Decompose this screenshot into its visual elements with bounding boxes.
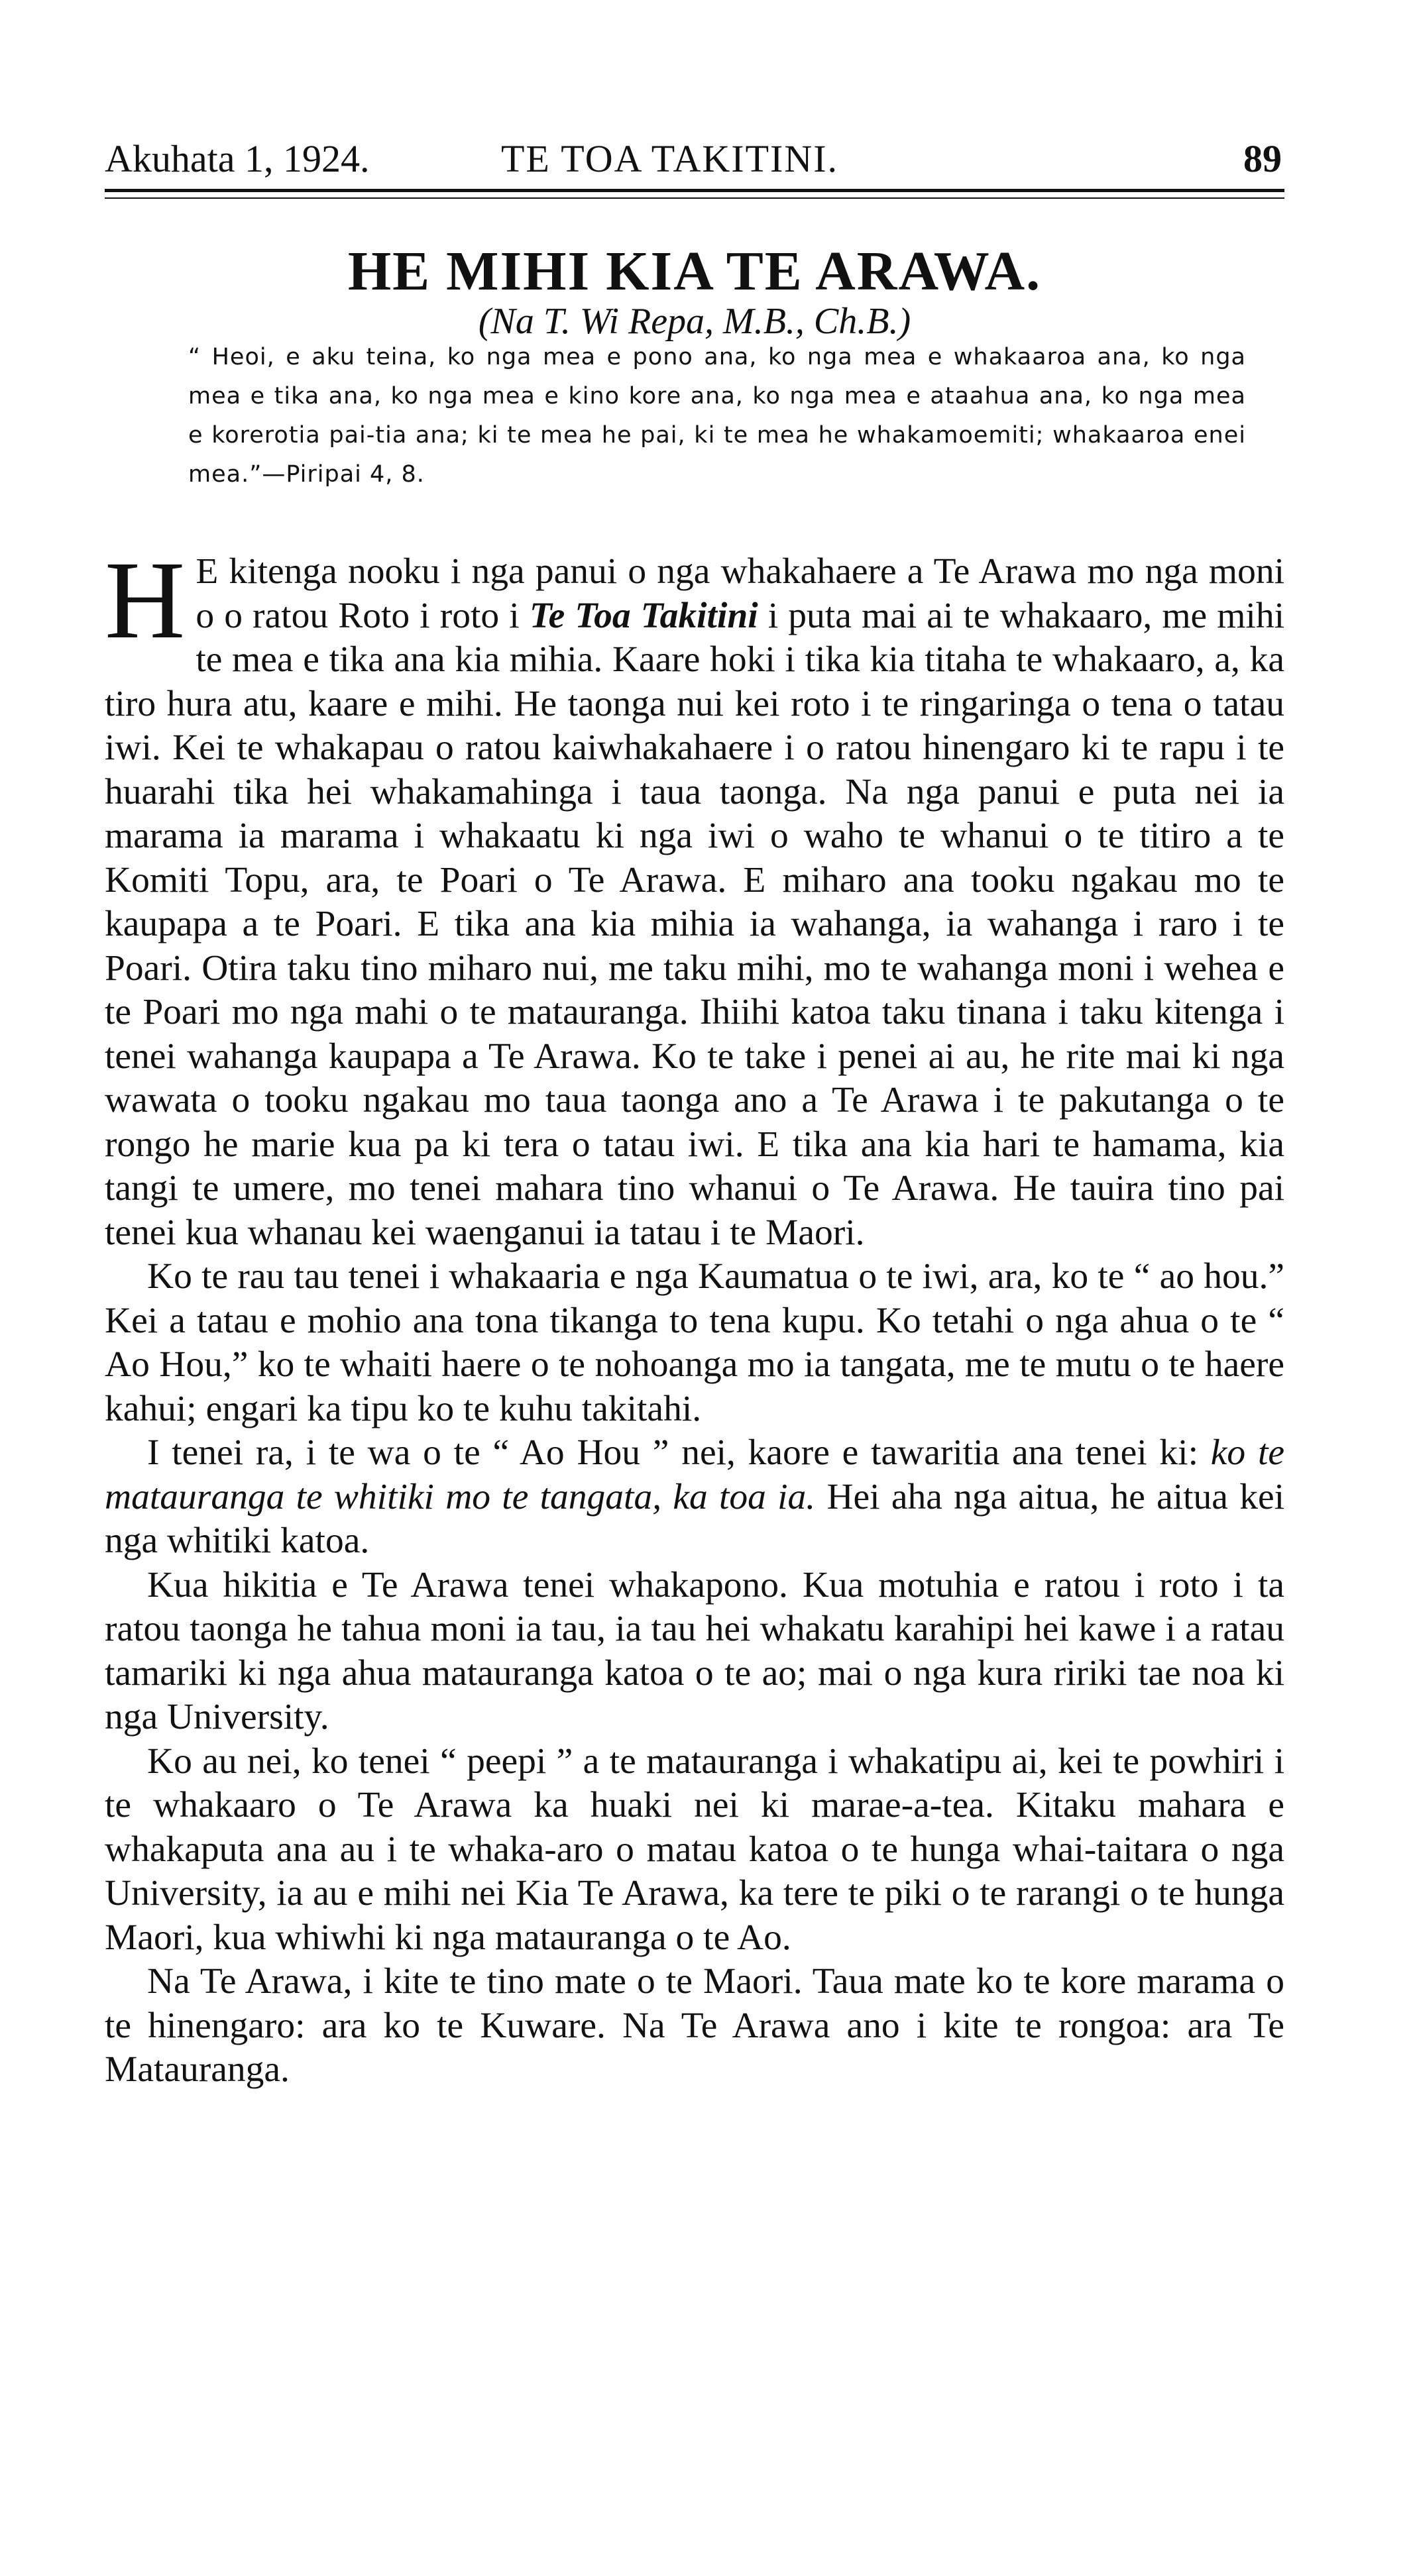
publication-title: TE TOA TAKITINI. bbox=[501, 137, 839, 180]
epigraph-quote: “ Heoi, e aku teina, ko nga mea e pono ana, ko nga mea e whakaaroa ana, ko nga mea e tika ana, ko nga mea e kino kore ana, ko nga mea e ataahua ana, ko nga mea e korerotia pai-tia ana; ki te mea he pai, ki te mea he whakamoemiti; whakaaroa enei mea.”—Piripai 4, 8. bbox=[188, 344, 1246, 488]
article-byline: (Na T. Wi Repa, M.B., Ch.B.) bbox=[478, 301, 911, 342]
header-rule-thick bbox=[105, 189, 1284, 192]
publication-name-italic: Te Toa Takitini bbox=[529, 595, 758, 636]
paragraph-3-text-a: I tenei ra, i te wa o te “ Ao Hou ” nei, kaore e tawaritia ana tenei ki: bbox=[147, 1432, 1211, 1473]
paragraph-1-text-b: i puta mai ai te whakaaro, me mihi te mea e tika ana kia mihia. Kaare hoki i tika kia titaha te whakaaro, a, ka tiro hura atu, kaare e mihi. He taonga nui kei roto i te ringaringa o tena o tatau iwi. Kei te whakapau o ratou kaiwhakahaere i o ratou hinengaro ki te rapu i te huarahi tika hei whakamahinga i taua taonga. Na nga panui e puta nei ia marama ia marama i whakaatu ki nga iwi o waho te whanui o te titiro a te Komiti Topu, ara, te Poari o Te Arawa. E miharo ana tooku ngakau mo te kaupapa a te Poari. E tika ana kia mihia ia wahanga, ia wahanga i raro i te Poari. Otira taku tino miharo nui, me taku mihi, mo te wahanga moni i wehea e te Poari mo nga mahi o te matauranga. Ihiihi katoa taku tinana i taku kitenga i tenei wahanga kaupapa a Te Arawa. Ko te take i penei ai au, he rite mai ki nga wawata o tooku ngakau mo taua taonga ano a Te Arawa i te pakutanga o te rongo he marie kua pa ki tera o tatau iwi. E tika ana kia hari te hamama, kia tangi te umere, mo tenei mahara tino whanui o Te Arawa. He tauira tino pai tenei kua whanau kei waenganui ia tatau i te Maori. bbox=[105, 595, 1284, 1253]
paragraph-3-italic: ko te matauranga te whitiki mo te tangata, ka toa ia. bbox=[105, 1432, 1284, 1517]
issue-date: Akuhata 1, 1924. bbox=[105, 137, 370, 180]
paragraph-2: Ko te rau tau tenei i whakaaria e nga Kaumatua o te iwi, ara, ko te “ ao hou.” Kei a tatau e mohio ana tona tikanga to tena kupu. Ko tetahi o nga ahua o te “ Ao Hou,” ko te whaiti haere o te nohoanga mo ia tangata, me te mutu o te haere kahui; engari ka tipu ko te kuhu takitahi. bbox=[105, 1256, 1284, 1429]
page-number: 89 bbox=[1243, 137, 1282, 180]
magazine-page bbox=[105, 0, 1284, 2576]
paragraph-6: Na Te Arawa, i kite te tino mate o te Maori. Taua mate ko te kore marama o te hinengaro: ara ko te Kuware. Na Te Arawa ano i kite te rongoa: ara Te Matauranga. bbox=[105, 1961, 1284, 2090]
paragraph-5: Ko au nei, ko tenei “ peepi ” a te matauranga i whakatipu ai, kei te powhiri i te whakaaro o Te Arawa ka huaki nei ki marae-a-tea. Kitaku mahara e whakaputa ana au i te whaka-aro o matau katoa o te hunga whai-taitara o nga University, ia au e mihi nei Kia Te Arawa, ka tere te piki o te rarangi o te hunga Maori, kua whiwhi ki nga matauranga o te Ao. bbox=[105, 1741, 1284, 1958]
paragraph-1 bbox=[105, 539, 1284, 1255]
paragraph-4: Kua hikitia e Te Arawa tenei whakapono. Kua motuhia e ratou i roto i ta ratou taonga he tahua moni ia tau, ia tau hei whakatu karahipi hei kawe i a ratau tamariki ki nga ahua matauranga katoa o te ao; mai o nga kura ririki tae noa ki nga University. bbox=[105, 1564, 1284, 1737]
header-rule-thin bbox=[105, 197, 1284, 199]
paragraph-1-text-a: E kitenga nooku i nga panui o nga whakahaere a Te Arawa mo nga moni o o ratou Roto i roto i bbox=[196, 551, 1284, 636]
running-head bbox=[105, 136, 1284, 182]
drop-cap: H bbox=[105, 539, 186, 662]
article-title: HE MIHI KIA TE ARAWA. bbox=[347, 241, 1042, 302]
paragraph-3 bbox=[105, 1431, 1284, 1564]
paragraph-3-text-b: Hei aha nga aitua, he aitua kei nga whitiki katoa. bbox=[105, 1476, 1284, 1561]
article-body bbox=[105, 539, 1284, 2092]
